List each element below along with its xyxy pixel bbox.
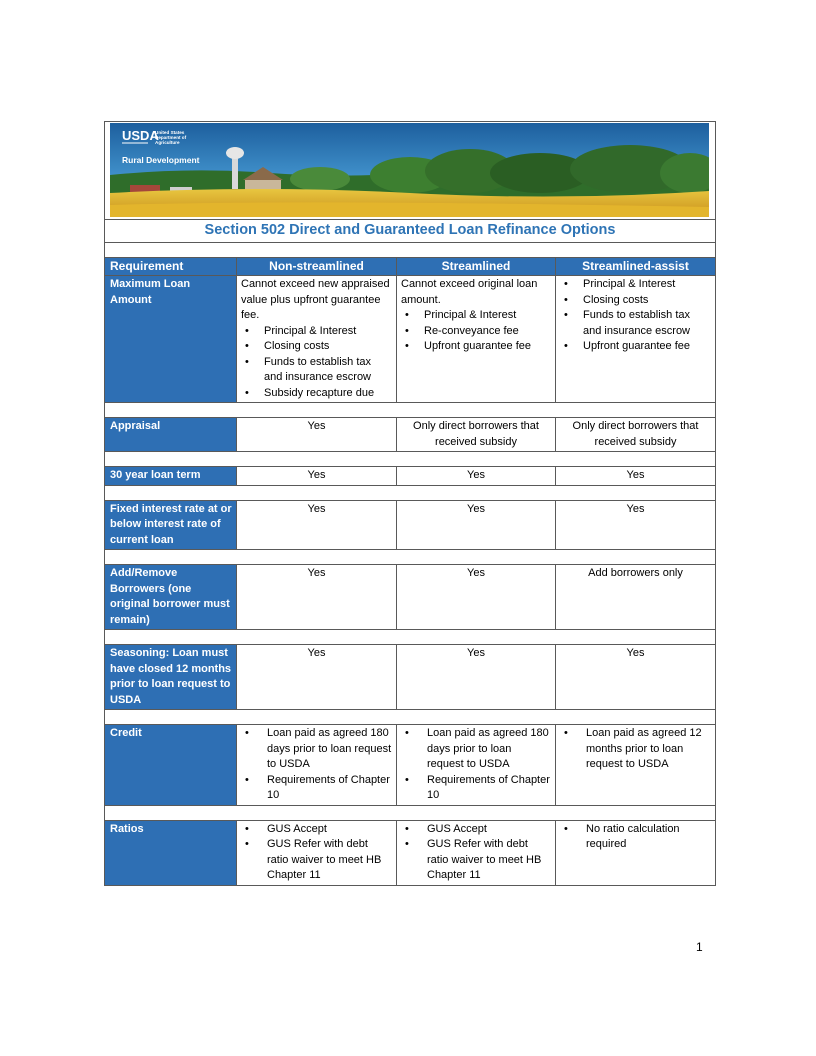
usda-logo-text: USDA — [122, 128, 159, 143]
bullet-item: • Principal & Interest — [401, 308, 551, 324]
cell-appraisal-stream: Only direct borrowers that received subsidy — [397, 418, 556, 452]
row-loan-term — [105, 467, 716, 486]
banner-cell — [105, 122, 716, 220]
cell-borrowers-assist: Add borrowers only — [556, 565, 716, 630]
cell-appraisal-assist: Only direct borrowers that received subsidy — [556, 418, 716, 452]
cell-term-non: Yes — [237, 467, 397, 486]
rural-development-text: Rural Development — [122, 155, 200, 165]
bullet-item: • GUS Refer with debt ratio waiver to meet HB Chapter 11 — [401, 837, 551, 884]
spacer-row — [105, 630, 716, 645]
spacer-row — [105, 805, 716, 820]
cell-ratios-non — [237, 820, 397, 885]
row-appraisal — [105, 418, 716, 452]
bullet-item: • Upfront guarantee fee — [560, 339, 711, 355]
cell-borrowers-non: Yes — [237, 565, 397, 630]
header-row — [105, 258, 716, 276]
cell-credit-stream — [397, 725, 556, 806]
cell-max-loan-non — [237, 276, 397, 403]
page-title: Section 502 Direct and Guaranteed Loan Refinance Options — [204, 221, 616, 238]
bullet-item: • GUS Refer with debt ratio waiver to meet HB Chapter 11 — [241, 837, 392, 884]
cell-max-loan-stream — [397, 276, 556, 403]
cell-seasoning-stream: Yes — [397, 645, 556, 710]
agency-line-1: United States — [155, 130, 185, 135]
label-add-remove-borrowers: Add/Remove Borrowers (one original borrower must remain) — [105, 565, 237, 630]
bullet-item: • Requirements of Chapter 10 — [401, 773, 551, 804]
row-fixed-interest-rate — [105, 500, 716, 550]
cell-borrowers-stream: Yes — [397, 565, 556, 630]
label-fixed-interest-rate: Fixed interest rate at or below interest rate of current loan — [105, 500, 237, 550]
label-appraisal: Appraisal — [105, 418, 237, 452]
agency-line-2: Department of — [155, 135, 187, 140]
bullet-item: • GUS Accept — [401, 822, 551, 838]
bullet-item: • Upfront guarantee fee — [401, 339, 551, 355]
cell-fixed-assist: Yes — [556, 500, 716, 550]
cell-fixed-non: Yes — [237, 500, 397, 550]
label-credit: Credit — [105, 725, 237, 806]
cell-fixed-stream: Yes — [397, 500, 556, 550]
bullet-item: • Closing costs — [560, 293, 711, 309]
header-streamlined-assist: Streamlined-assist — [556, 258, 716, 276]
bullet-item: • Subsidy recapture due — [241, 386, 392, 402]
bullet-item: • Loan paid as agreed 12 months prior to loan request to USDA — [560, 726, 711, 773]
bullet-item: • No ratio calculation required — [560, 822, 711, 853]
agency-line-3: Agriculture — [155, 140, 180, 145]
label-seasoning: Seasoning: Loan must have closed 12 months prior to loan request to USDA — [105, 645, 237, 710]
bullet-item: • Re-conveyance fee — [401, 324, 551, 340]
bullet-item: • Principal & Interest — [241, 324, 392, 340]
cell-appraisal-non: Yes — [237, 418, 397, 452]
spacer-row — [105, 485, 716, 500]
cell-ratios-stream — [397, 820, 556, 885]
row-add-remove-borrowers — [105, 565, 716, 630]
header-requirement: Requirement — [105, 258, 237, 276]
spacer-row — [105, 452, 716, 467]
bullet-item: • Loan paid as agreed 180 days prior to loan request to USDA — [401, 726, 551, 773]
cell-term-assist: Yes — [556, 467, 716, 486]
label-maximum-loan-amount: Maximum Loan Amount — [105, 276, 237, 403]
bullet-item: • GUS Accept — [241, 822, 392, 838]
cell-max-loan-assist — [556, 276, 716, 403]
row-ratios — [105, 820, 716, 885]
row-maximum-loan-amount — [105, 276, 716, 403]
bullet-item: • Funds to establish tax and insurance escrow — [241, 355, 392, 386]
header-streamlined: Streamlined — [397, 258, 556, 276]
cell-credit-non — [237, 725, 397, 806]
cell-term-stream: Yes — [397, 467, 556, 486]
page-number: 1 — [696, 940, 703, 954]
cell-ratios-assist — [556, 820, 716, 885]
spacer-row — [105, 403, 716, 418]
document-page — [104, 121, 715, 886]
cell-credit-assist — [556, 725, 716, 806]
title-cell — [105, 220, 716, 243]
bullet-item: • Loan paid as agreed 180 days prior to loan request to USDA — [241, 726, 392, 773]
cell-seasoning-non: Yes — [237, 645, 397, 710]
spacer-row — [105, 710, 716, 725]
max-loan-stream-intro: Cannot exceed original loan amount. — [401, 278, 538, 306]
bullet-item: • Closing costs — [241, 339, 392, 355]
max-loan-non-intro: Cannot exceed new appraised value plus upfront guarantee fee. — [241, 278, 390, 321]
label-ratios: Ratios — [105, 820, 237, 885]
bullet-item: • Principal & Interest — [560, 277, 711, 293]
bullet-item: • Requirements of Chapter 10 — [241, 773, 392, 804]
spacer-row — [105, 550, 716, 565]
row-credit — [105, 725, 716, 806]
refinance-options-table — [104, 121, 716, 886]
cell-seasoning-assist: Yes — [556, 645, 716, 710]
usda-rural-development-banner — [110, 123, 709, 217]
bullet-item: • Funds to establish tax and insurance escrow — [560, 308, 711, 339]
header-non-streamlined: Non-streamlined — [237, 258, 397, 276]
label-loan-term: 30 year loan term — [105, 467, 237, 486]
row-seasoning — [105, 645, 716, 710]
spacer-row — [105, 243, 716, 258]
